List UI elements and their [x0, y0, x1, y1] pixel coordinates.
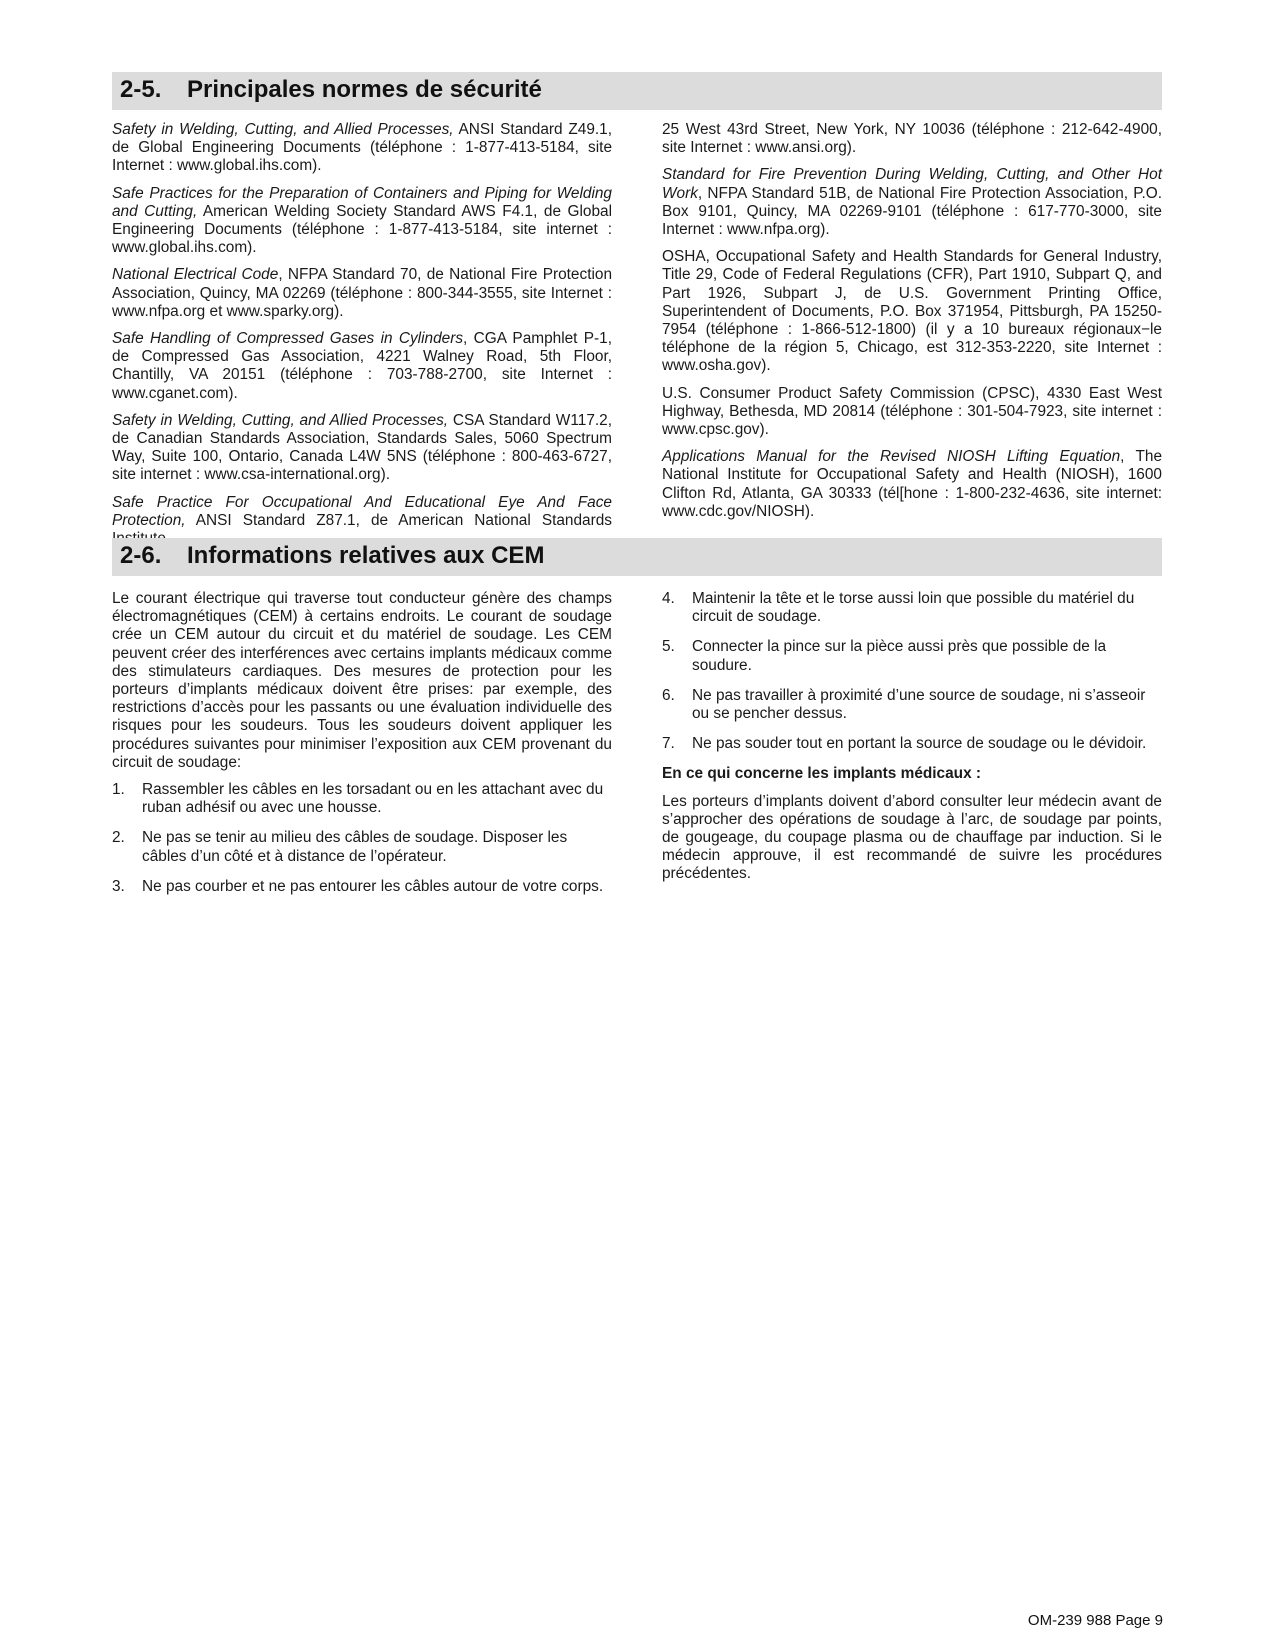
medical-implants-heading: En ce qui concerne les implants médicaux :	[662, 765, 982, 783]
emf-intro-paragraph: Le courant électrique qui traverse tout conducteur génère des champs électromagnétiques (CEM) à certains endroits. Le courant de soudage crée un CEM autour du circuit et du matériel de soudage. Les CEM peuvent créer des interférences avec certains implants médicaux comme des stimulateurs cardiaques. Des mesures de protection pour les porteurs d’implants médicaux doivent être prises: par exemple, des restrictions d’accès pour les passants ou une évaluation individuelle des risques pour les soudeurs. Tous les soudeurs doivent appliquer les procédures suivantes pour minimiser l’exposition aux CEM provenant du circuit de soudage:	[112, 590, 612, 771]
list-item: 7. Ne pas souder tout en portant la source de soudage ou le dévidoir.	[662, 735, 1147, 753]
emf-right-column	[662, 590, 1162, 893]
references-left-column	[112, 121, 612, 557]
section-number: 2-5.	[120, 76, 162, 103]
medical-implants-paragraph: Les porteurs d’implants doivent d’abord consulter leur médecin avant de s’approcher des opérations de soudage à l’arc, de soudage par points, de gougeage, du coupage plasma ou de chauffage par induction. Si le médecin approuve, il est recommandé de suivre les procédures précédentes.	[662, 792, 1162, 883]
list-item: 5. Connecter la pince sur la pièce aussi près que possible de la soudure.	[662, 638, 1107, 674]
list-item: 2. Ne pas se tenir au milieu des câbles de soudage. Disposer les câbles d’un côté et à distance de l’opérateur.	[112, 829, 568, 865]
section-header-2-6	[112, 538, 1162, 576]
references-right-column	[662, 121, 1162, 530]
reference-entry: Safety in Welding, Cutting, and Allied Processes, CSA Standard W117.2, de Canadian Standards Association, Standards Sales, 5060 Spectrum Way, Suite 100, Ontario, Canada L4W 5NS (téléphone : 800-463-6727, site internet : www.csa-international.org).	[112, 411, 612, 484]
reference-entry: U.S. Consumer Product Safety Commission (CPSC), 4330 East West Highway, Bethesda, MD 20814 (téléphone : 301-504-7923, site internet : www.cpsc.gov).	[662, 384, 1162, 439]
list-item: 6. Ne pas travailler à proximité d’une source de soudage, ni s’asseoir ou se pencher dessus.	[662, 686, 1146, 723]
list-item: 3. Ne pas courber et ne pas entourer les câbles autour de votre corps.	[112, 877, 604, 895]
reference-entry: Safe Practice For Occupational And Educational Eye And Face Protection, ANSI Standard Z87.1, de American National Standards	[112, 493, 612, 529]
section-title: Principales normes de sécurité	[187, 76, 542, 103]
reference-entry: OSHA, Occupational Safety and Health Standards for General Industry, Title 29, Code of Federal Regulations (CFR), Part 1910, Subpart Q, and Part 1926, Subpart J, de U.S. Government Printing Office, Superintendent of Documents, P.O. Box 371954, Pittsburgh, PA 15250-7954 (téléphone : 1-866-512-1800) (il y a 10 bureaux régionaux−le téléphone de la région 5, Chicago, est 312-353-2220, site Internet : www.osha.gov).	[662, 248, 1162, 375]
list-item: 4. Maintenir la tête et le torse aussi loin que possible du matériel du circuit de soudage.	[662, 590, 1135, 626]
reference-entry: Standard for Fire Prevention During Welding, Cutting, and Other Hot Work, NFPA Standard 51B, de National Fire Protection Association, P.O. Box 9101, Quincy, MA 02269-9101 (téléphone : 617-770-3000, site Internet : www.nfpa.org).	[662, 166, 1162, 239]
reference-entry: Safety in Welding, Cutting, and Allied Processes, ANSI Standard Z49.1, de Global Engineering Documents (téléphone : 1-877-413-5184, site Internet : www.global.ihs.com).	[112, 121, 612, 175]
reference-entry: National Electrical Code, NFPA Standard 70, de National Fire Protection Association, Quincy, MA 02269 (téléphone : 800-344-3555, site Internet : www.nfpa.org et www.sparky.org).	[112, 266, 613, 320]
reference-entry: Applications Manual for the Revised NIOSH Lifting Equation, The National Institute for Occupational Safety and Health (NIOSH), 1600 Clifton Rd, Atlanta, GA 30333 (tél[hone : 1-800-232-4636, site internet: www.cdc.gov/NIOSH).	[662, 448, 1162, 520]
emf-left-column	[112, 590, 612, 908]
reference-entry: Safe Practices for the Preparation of Containers and Piping for Welding and Cutting, American Welding Society Standard AWS F4.1, de Global Engineering Documents (téléphone : 1-877-413-5184, site internet : www.global.ihs.com).	[112, 184, 612, 257]
section-title: Informations relatives aux CEM	[187, 542, 545, 569]
list-item: 1. Rassembler les câbles en les torsadant ou en les attachant avec du ruban adhésif ou avec une housse.	[112, 781, 604, 817]
emf-list-left	[112, 781, 612, 896]
emf-list-right	[662, 590, 1162, 753]
section-header-2-5	[112, 72, 1162, 110]
page-footer: OM-239 988 Page 9	[1027, 1612, 1163, 1629]
reference-entry: 25 West 43rd Street, New York, NY 10036 (téléphone : 212-642-4900, site Internet : www.ansi.org).	[662, 121, 1162, 157]
reference-entry: Safe Handling of Compressed Gases in Cylinders, CGA Pamphlet P-1, de Compressed Gas Association, 4221 Walney Road, 5th Floor, Chantilly, VA 20151 (téléphone : 703-788-2700, site Internet : www.cganet.com).	[112, 330, 612, 402]
section-number: 2-6.	[120, 542, 162, 569]
